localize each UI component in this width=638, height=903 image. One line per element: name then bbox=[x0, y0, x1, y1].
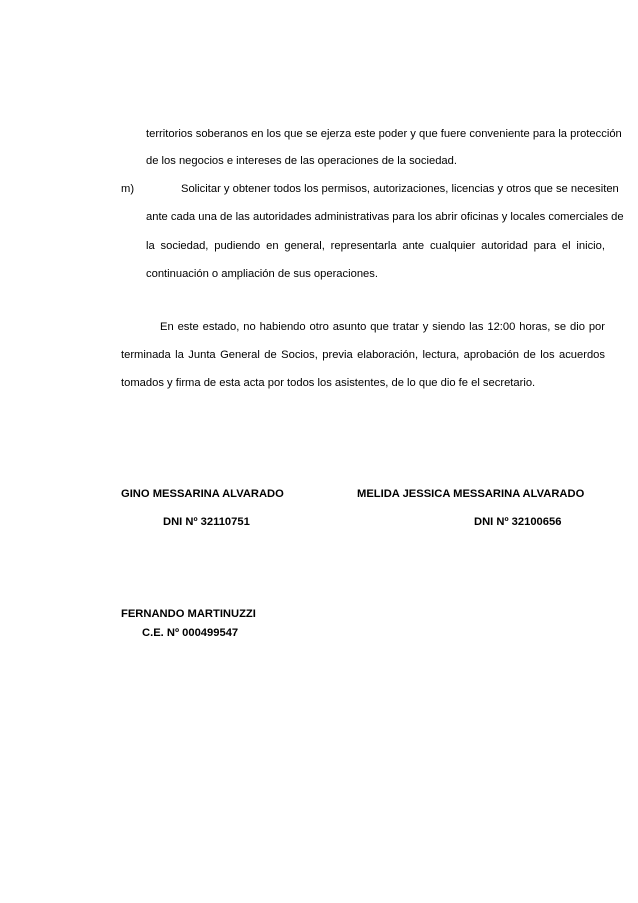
signatory-id: DNI Nº 32110751 bbox=[163, 516, 250, 528]
clause-m-marker: m) bbox=[121, 183, 135, 195]
clause-m-line-2: ante cada una de las autoridades administrativas para los abrir oficinas y locales comerciales de bbox=[146, 211, 624, 223]
clause-m-line-4: continuación o ampliación de sus operaciones. bbox=[146, 268, 378, 280]
clause-m-line-1: Solicitar y obtener todos los permisos, autorizaciones, licencias y otros que se necesiten bbox=[181, 183, 619, 195]
signatory-id: C.E. Nº 000499547 bbox=[142, 627, 239, 639]
closing-line-2: terminada la Junta General de Socios, previa elaboración, lectura, aprobación de los acuerdos bbox=[121, 349, 605, 361]
signatory-name: MELIDA JESSICA MESSARINA ALVARADO bbox=[357, 488, 585, 500]
clause-l-line-2: de los negocios e intereses de las operaciones de la sociedad. bbox=[146, 155, 457, 167]
closing-line-1: En este estado, no habiendo otro asunto que tratar y siendo las 12:00 horas, se dio por bbox=[160, 321, 605, 333]
clause-l-line-1: territorios soberanos en los que se ejerza este poder y que fuere conveniente para la protección bbox=[146, 128, 622, 140]
closing-line-3: tomados y firma de esta acta por todos los asistentes, de lo que dio fe el secretario. bbox=[121, 377, 536, 389]
clause-m-line-3: la sociedad, pudiendo en general, representarla ante cualquier autoridad para el inicio, bbox=[146, 240, 605, 252]
signatory-name: GINO MESSARINA ALVARADO bbox=[121, 488, 284, 500]
signatory-id: DNI Nº 32100656 bbox=[474, 516, 562, 528]
signatory-name: FERNANDO MARTINUZZI bbox=[121, 608, 256, 620]
